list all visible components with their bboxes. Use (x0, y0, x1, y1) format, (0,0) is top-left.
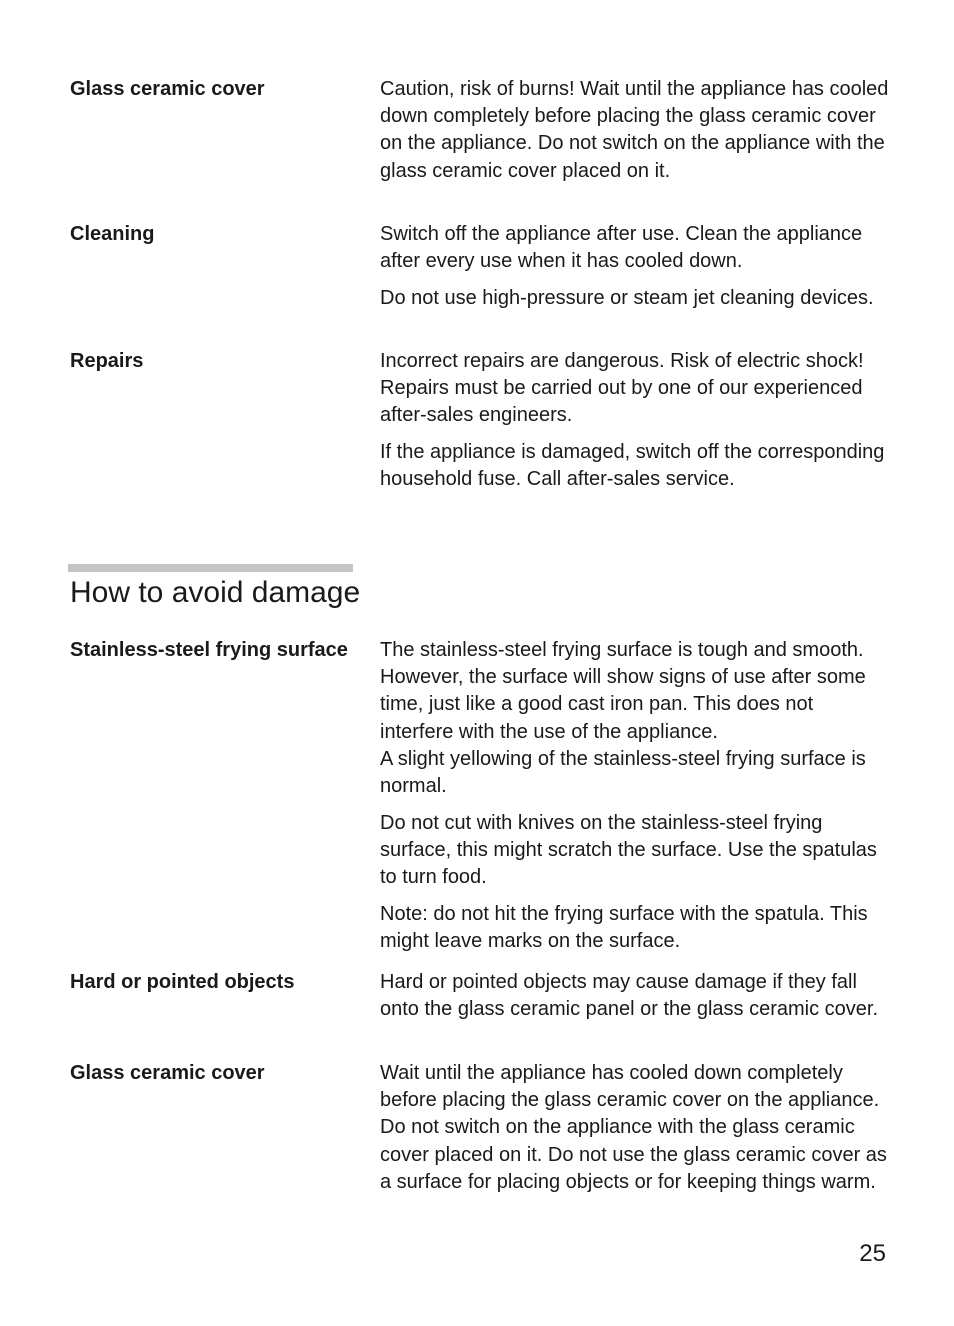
row-label: Glass ceramic cover (70, 78, 265, 100)
row-text (380, 969, 890, 1023)
row-label: Stainless-steel frying surface (70, 639, 348, 661)
paragraph: Hard or pointed objects may cause damage if they fall onto the glass ceramic panel or the glass ceramic cover. (380, 971, 879, 1021)
paragraph: Do not cut with knives on the stainless-steel frying surface, this might scratch the surface. Use the spatulas to turn food. (380, 811, 877, 889)
paragraph: Caution, risk of burns! Wait until the appliance has cooled down completely before placing the glass ceramic cover on the appliance. Do not switch on the appliance with the glass ceramic cover placed on it. (380, 78, 889, 182)
row-label: Cleaning (70, 223, 155, 245)
row-label: Hard or pointed objects (70, 971, 295, 993)
section-rule (68, 564, 353, 572)
row-text (380, 1060, 890, 1196)
paragraph: Note: do not hit the frying surface with the spatula. This might leave marks on the surface. (380, 902, 868, 953)
paragraph: A slight yellowing of the stainless-steel frying surface is normal. (380, 747, 866, 798)
row-label: Repairs (70, 350, 144, 372)
row-text (380, 76, 890, 185)
page-number: 25 (859, 1240, 886, 1267)
row-label: Glass ceramic cover (70, 1062, 265, 1084)
paragraph: Incorrect repairs are dangerous. Risk of electric shock! Repairs must be carried out by one of our experienced after-sales engineers. (380, 350, 864, 427)
row-text (380, 221, 890, 312)
section-heading: How to avoid damage (70, 576, 361, 609)
paragraph: Do not use high-pressure or steam jet cleaning devices. (380, 286, 874, 309)
paragraph: If the appliance is damaged, switch off the corresponding household fuse. Call after-sales service. (380, 441, 885, 491)
paragraph: Switch off the appliance after use. Clean the appliance after every use when it has cooled down. (380, 223, 863, 273)
paragraph: The stainless-steel frying surface is tough and smooth. However, the surface will show signs of use after some time, just like a good cast iron pan. This does not interfere with the use of the appliance. (380, 639, 866, 743)
row-text (380, 637, 890, 955)
row-text (380, 348, 890, 494)
paragraph: Wait until the appliance has cooled down completely before placing the glass ceramic cover on the appliance. Do not switch on the appliance with the glass ceramic cover placed on it. Do not use the glass ceramic cover as a surface for placing objects or for keeping things warm. (380, 1062, 887, 1193)
